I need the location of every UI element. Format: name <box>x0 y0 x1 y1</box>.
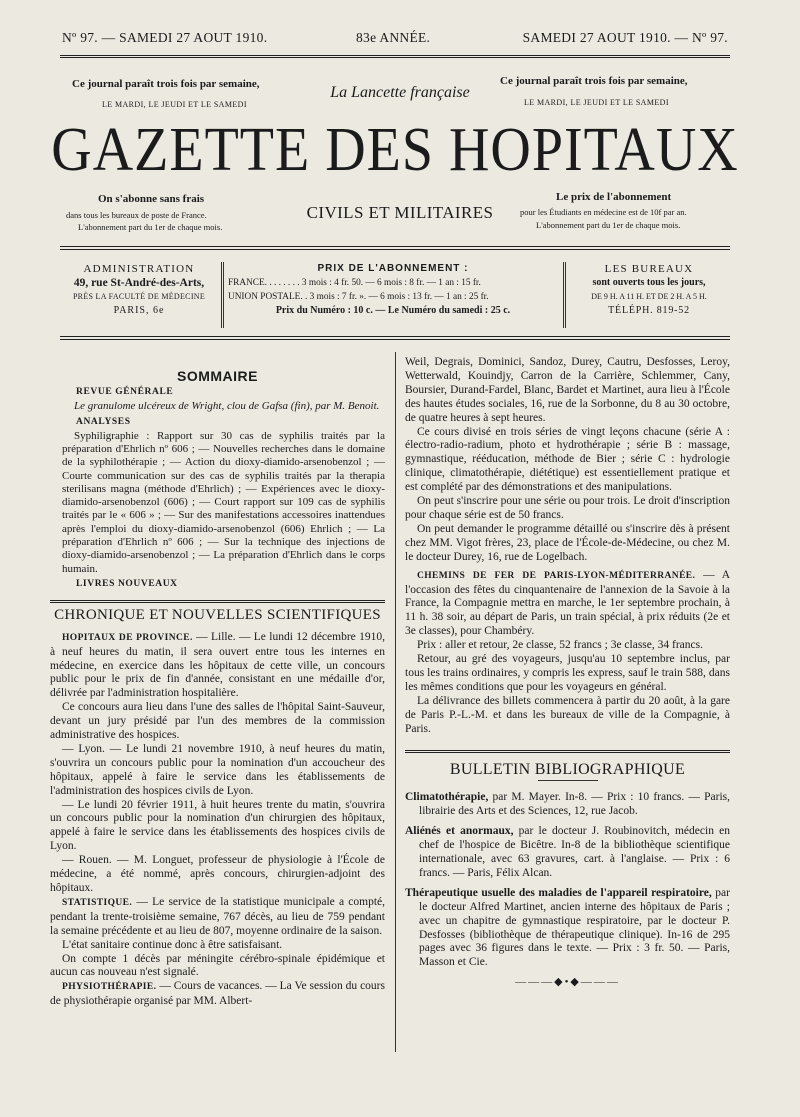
paragraph-statistique: STATISTIQUE. — Le service de la statistique municipale a compté, pendant la trente-troisième semaine, 767 décès, au lieu de 759 pendant la semaine précédente et au lieu de 807, moyenne ordinaire de la saison. <box>50 895 385 937</box>
livres-heading: LIVRES NOUVEAUX <box>76 578 178 589</box>
chronique-title: CHRONIQUE ET NOUVELLES SCIENTIFIQUES <box>54 606 381 623</box>
biblio-item-climato: Climatothérapie, par M. Mayer. In-8. — Prix : 10 francs. — Paris, librairie des Arts et des Sciences, 12, rue Jacob. <box>405 791 730 818</box>
paragraph-physio: PHYSIOTHÉRAPIE. — Cours de vacances. — La Ve session du cours de physiothérapie organisé par MM. Albert- <box>50 980 385 1008</box>
civils-militaires: CIVILS ET MILITAIRES <box>306 203 494 222</box>
analyses-text: Syphiligraphie : Rapport sur 30 cas de syphilis traités par la préparation d'Ehrlich nº 606 ; — Nouvelles recherches dans le domaine de la syphilothérapie ; — Action du dioxy-diamido-arsenobenzol ; — Courte communication sur des cas de syphilis traités par la therapia sterilisans magna (méthode d'Ehrlich) ; — Expériences avec le dioxy-diamido-arsenobenzol (606) ; — Court rapport sur 109 cas de syphilis traités par le « 606 » ; — Sur des manifestations accessoires inattendues après l'emploi du dioxy-diamido-arsenobenzol (606) Ehrlich ; — La préparation d'Ehrlich nº 606 ; — Sur la technique des injections de dioxy-diamido-arsenobenzol ; — La préparation d'Ehrlich dans le corps humain. <box>62 429 385 575</box>
paragraph-lyon-2: — Le lundi 20 février 1911, à huit heures trente du matin, s'ouvrira un concours public pour la nomination d'un chirurgien des hôpitaux, appelé à faire le service dans les établissements des hospices civils de Lyon. <box>50 798 385 853</box>
hopitaux-head: HOPITAUX DE PROVINCE. <box>62 632 193 643</box>
plm-head: CHEMINS DE FER DE PARIS-LYON-MÉDITERRANÉE. <box>417 570 696 581</box>
end-ornament: ———◆•◆——— <box>515 976 620 989</box>
bulletin-short-rule <box>538 780 598 781</box>
header-rule <box>60 246 730 250</box>
subscribe-free: On s'abonne sans frais <box>98 193 205 205</box>
subscribe-post: dans tous les bureaux de poste de France. <box>66 210 207 220</box>
bulletin-rule <box>405 750 730 753</box>
box-divider-2 <box>563 262 566 328</box>
bureaux-phone: TÉLÉPH. 819-52 <box>608 305 690 316</box>
bulletin-title: BULLETIN BIBLIOGRAPHIQUE <box>449 761 686 779</box>
year-label: 83e ANNÉE. <box>356 30 431 45</box>
info-box <box>60 262 730 330</box>
left-column <box>50 370 385 1009</box>
price-block <box>228 262 558 328</box>
revue-text: Le granulome ulcéreux de Wright, clou de Gafsa (fin), par M. Benoit. <box>74 399 380 412</box>
price-block-title: PRIX DE L'ABONNEMENT : <box>317 263 469 274</box>
header-left-sub: LE MARDI, LE JEUDI ET LE SAMEDI <box>102 100 247 109</box>
issue-left: Nº 97. — SAMEDI 27 AOUT 1910. <box>62 30 268 45</box>
top-rule <box>60 55 730 58</box>
paragraph-plm: CHEMINS DE FER DE PARIS-LYON-MÉDITERRANÉE. — A l'occasion des fêtes du cinquantenaire de l'annexion de la Savoie à la France, la Compagnie mettra en marche, le 1er septembre prochain, à 11 h. 38 soir, au départ de Paris, un train spécial, à prix réduits (2e et 3e classes), pour Chambéry. <box>405 568 730 638</box>
issue-right: SAMEDI 27 AOUT 1910. — Nº 97. <box>522 30 728 45</box>
admin-city: PARIS, 6e <box>113 305 165 316</box>
admin-address: 49, rue St-André-des-Arts, <box>73 277 205 289</box>
header-right-title: Ce journal paraît trois fois par semaine, <box>500 75 688 87</box>
admin-block <box>60 262 218 328</box>
price-union: UNION POSTALE. . 3 mois : 7 fr. ». — 6 mois : 13 fr. — 1 an : 25 fr. <box>228 292 489 302</box>
bibliography-list <box>405 791 730 970</box>
revue-heading: REVUE GÉNÉRALE <box>76 386 174 397</box>
column-divider <box>395 352 396 1052</box>
paragraph-course-series: Ce cours divisé en trois séries de vingt leçons chacune (série A : électro-radio-radium, photo et hydrothérapie ; série B : massage, gymnastique, rééducation, méthode de Bier ; série C : hydrologie clinique, climatothérapie, diététique) est essentiellement pratique et est complété par des démonstrations et des manipulations. <box>405 425 730 494</box>
header-left-title: Ce journal paraît trois fois par semaine, <box>72 78 260 90</box>
masthead-title: GAZETTE DES HOPITAUX <box>51 115 739 185</box>
paragraph-concours: Ce concours aura lieu dans l'une des salles de l'hôpital Saint-Sauveur, devant un jury présidé par l'un des membres de la commission administrative des hospices. <box>50 701 385 742</box>
box-divider-1 <box>221 262 224 328</box>
subscribe-start-left: L'abonnement part du 1er de chaque mois. <box>78 222 223 232</box>
paragraph-lille: HOPITAUX DE PROVINCE. — Lille. — Le lundi 12 décembre 1910, à neuf heures du matin, il sera ouvert entre tous les internes en médecine, en exercice dans les hôpitaux de cette ville, un concours public pour le prix de fin d'année, consistant en une médaille d'or, délivrée par l'administration hospitalière. <box>50 630 385 700</box>
header-right-sub: LE MARDI, LE JEUDI ET LE SAMEDI <box>524 98 669 107</box>
bureaux-open: sont ouverts tous les jours, <box>592 277 706 288</box>
physio-head: PHYSIOTHÉRAPIE. <box>62 982 157 993</box>
paragraph-rouen: — Rouen. — M. Longuet, professeur de physiologie à l'École de médecine, a été nommé, après concours, chirurgien-adjoint des hôpitaux. <box>50 854 385 895</box>
right-column <box>405 356 730 990</box>
price-france: FRANCE. . . . . . . . 3 mois : 4 fr. 50. — 6 mois : 8 fr. — 1 an : 15 fr. <box>228 278 481 288</box>
lancette-subtitle: La Lancette française <box>330 84 470 101</box>
statistique-head: STATISTIQUE. <box>62 897 133 908</box>
price-issue: Prix du Numéro : 10 c. — Le Numéro du samedi : 25 c. <box>275 305 511 316</box>
paragraph-retour: Retour, au gré des voyageurs, jusqu'au 10 septembre inclus, par tous les trains ordinaires, y compris les express, sauf le train 588, dans les mêmes conditions que pour les voyageurs en général. <box>405 653 730 693</box>
price-students: pour les Étudiants en médecine est de 10f par an. <box>520 207 687 217</box>
paragraph-lyon: — Lyon. — Le lundi 21 novembre 1910, à neuf heures du matin, s'ouvrira un concours public pour la nomination d'un accoucheur des hôpitaux, appelé à faire le service dans les établissements de l'administration des hospices civils de Lyon. <box>50 742 385 797</box>
paragraph-inscription: On peut s'inscrire pour une série ou pour trois. Le droit d'inscription pour chaque série est de 50 francs. <box>405 495 730 521</box>
top-line <box>62 30 728 50</box>
admin-near: PRÈS LA FACULTÉ DE MÉDECINE <box>72 292 206 301</box>
admin-title: ADMINISTRATION <box>83 263 195 275</box>
subscribe-start-right: L'abonnement part du 1er de chaque mois. <box>536 220 681 230</box>
price-title: Le prix de l'abonnement <box>556 191 672 203</box>
paragraph-programme: On peut demander le programme détaillé ou s'inscrire dès à présent chez MM. Vigot frères, 23, place de l'École-de-Médecine, ou chez M. le docteur Durey, 16, rue de Logelbach. <box>405 522 730 563</box>
bureaux-block <box>568 262 730 328</box>
biblio-item-alienes: Aliénés et anormaux, par le docteur J. Roubinovitch, médecin en chef de l'hospice de Bicêtre. In-8 de la bibliothèque scientifique internationale, avec 63 gravures, cart. à l'anglaise. — Prix : 6 francs. — Paris, Félix Alcan. <box>405 825 730 879</box>
paragraph-meningite: On compte 1 décès par méningite cérébro-spinale épidémique et aucun cas nouveau n'est signalé. <box>50 952 385 979</box>
biblio-item-therapeutique: Thérapeutique usuelle des maladies de l'appareil respiratoire, par le docteur Alfred Martinet, ancien interne des hôpitaux de Paris ; avec un chapitre de gymnastique respiratoire, par le docteur P. Desfosses (bibliothèque de thérapeutique clinique). In-16 de 295 pages avec 36 figures dans le texte. — Prix : 3 fr. 50. — Paris, Masson et Cie. <box>405 886 730 969</box>
paragraph-prix-train: Prix : aller et retour, 2e classe, 52 francs ; 3e classe, 34 francs. <box>417 639 703 652</box>
bureaux-hours: DE 9 H. A 11 H. ET DE 2 H. A 5 H. <box>591 292 707 301</box>
sommaire-title: SOMMAIRE <box>177 368 258 384</box>
box-bottom-rule <box>60 336 730 340</box>
paragraph-course-list: Weil, Degrais, Dominici, Sandoz, Durey, Cautru, Desfosses, Leroy, Wetterwald, Kouindjy, Carron de la Carrière, Schlemmer, Cany, Boursier, Durand-Fardel, Blanc, Bardet et Martinet, aura lieu à l'École des hautes études sociales, 16, rue de la Sorbonne, du 8 au 30 octobre, de quatre heures à sept heures. <box>405 356 730 424</box>
paragraph-sanitaire: L'état sanitaire continue donc à être satisfaisant. <box>62 938 283 951</box>
sommaire-rule <box>50 600 385 603</box>
analyses-heading: ANALYSES <box>76 416 131 427</box>
paragraph-billets: La délivrance des billets commencera à partir du 20 août, à la gare de Paris P.-L.-M. et dans les bureaux de ville de la Compagnie, à Paris. <box>405 694 730 735</box>
bureaux-title: LES BUREAUX <box>604 263 694 275</box>
